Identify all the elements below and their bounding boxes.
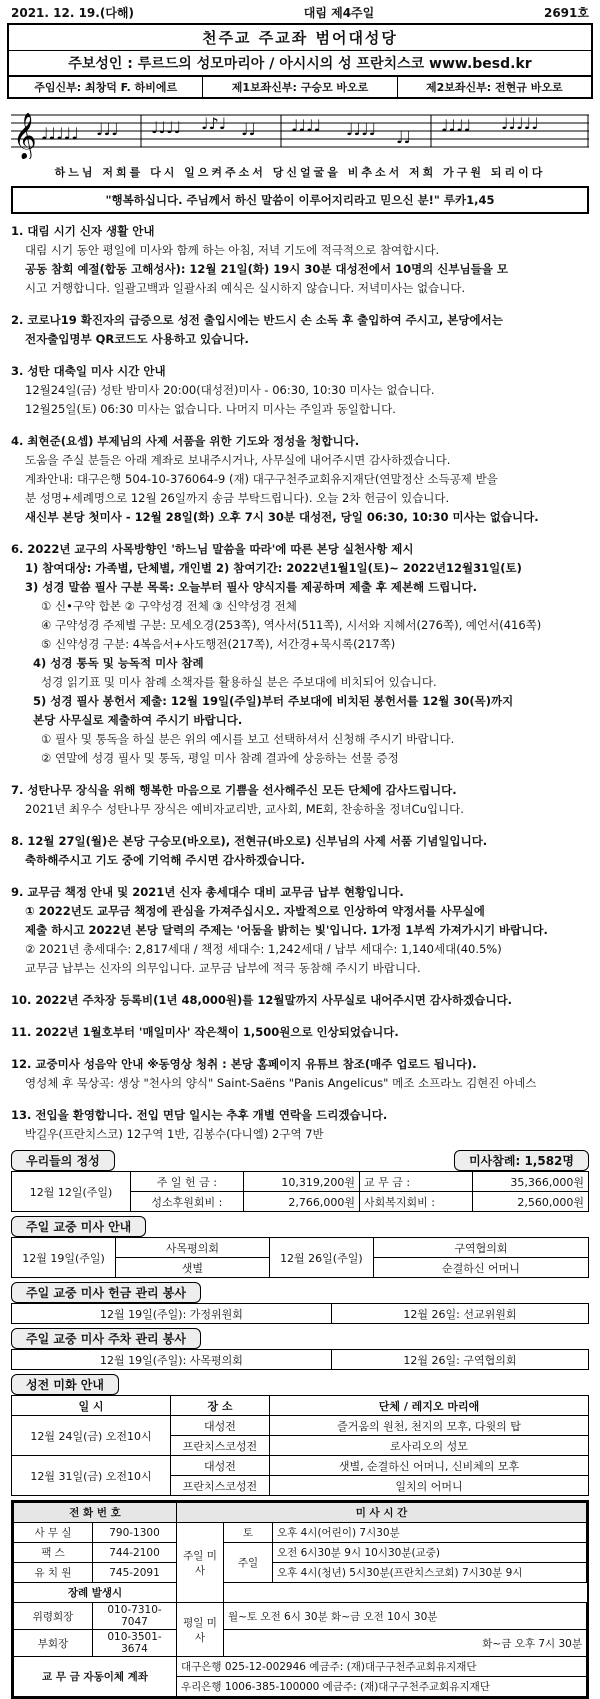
title-box: [7, 23, 593, 77]
cathedral-name: 천주교 주교좌 범어대성당: [9, 25, 591, 51]
offering-section: [11, 1150, 589, 1212]
assistant-priest-1: 제1보좌신부: 구승모 바오로: [203, 77, 397, 97]
cash-service-section: [11, 1282, 589, 1324]
svg-text:♩♩♩♩♩: ♩♩♩♩♩: [501, 114, 539, 133]
svg-text:♩♩: ♩♩: [241, 120, 257, 139]
issue-number: 2691호: [543, 6, 589, 20]
cash-service-title: 주일 교중 미사 헌금 관리 봉사: [11, 1282, 201, 1303]
contact-table: 전 화 번 호 미 사 시 간 사 무 실 790-1300 주일 미사 토 오후 4시(어린이) 7시30분 팩 스 744-2100 주일 오전 6시30분 9시 10시30분(교중) 유 치 원 745-2091 오후 4시(청년) 5시30분(프란치스코회) 7시30분 9시 장례 발생시 위령회장 010-7310-7047 평일 미사 월~토 오전 6시 30분 화~금 오전 10시 30분 부회장 010-3501-3674 화~금 오후 7시 30분 교 무 금 자동이체 계좌 대구은행 025-12-002946 예금주: (재)대구구천주교회유지재단 우리은행 1006-385-100000 예금주: (재)대구구천주교회유지재단: [13, 1502, 587, 1697]
notice-3: 3. 성탄 대축일 미사 시간 안내 12월24일(금) 성탄 밤미사 20:00(대성전)미사 - 06:30, 10:30 미사는 없습니다. 12월25일(토) 06:30 미사는 없습니다. 나머지 미사는 주일과 동일합니다.: [11, 364, 435, 416]
notice-1: 1. 대림 시기 신자 생활 안내 대림 시기 동안 평일에 미사와 함께 하는 아침, 저녁 기도에 적극적으로 참여합시다. 공동 참회 예절(합동 고해성사): 12월 21일(화) 19시 30분 대성전에서 10명의 신부님들을 모 시고 거행합니다. 일괄고백과 일괄사죄 예식은 실시하지 않습니다. 저녁미사는 없습니다.: [11, 224, 508, 295]
svg-text:♩♩♩: ♩♩♩: [96, 120, 119, 139]
notice-10: 10. 2022년 주차장 등록비(1년 48,000원)를 12월말까지 사무실로 내어주시면 감사하겠습니다.: [11, 993, 512, 1007]
pastor: 주임신부: 최창덕 F. 하비에르: [9, 77, 203, 97]
offering-table: 12월 12일(주일) 주 일 헌 금 : 10,319,200원 교 무 금 : 35,366,000원 성소후원회비 : 2,766,000원 사회복지회비 : 2,560,000원: [11, 1171, 589, 1212]
parking-service-title: 주일 교중 미사 주차 관리 봉사: [11, 1328, 201, 1349]
mass-guide-title: 주일 교중 미사 안내: [11, 1216, 146, 1237]
notice-7: 7. 성탄나무 장식을 위해 행복한 마음으로 기쁨을 선사해주신 모든 단체에 감사드립니다. 2021년 최우수 성탄나무 장식은 예비자교리반, 교사회, ME회, 찬송하올 정녀Cu입니다.: [11, 783, 464, 816]
parking-service-section: [11, 1328, 589, 1370]
svg-text:♩♩♩♩♩: ♩♩♩♩♩: [41, 124, 79, 143]
treble-clef-icon: 𝄞: [13, 113, 37, 159]
notice-12: 12. 교중미사 성음악 안내 ※동영상 청취 : 본당 홈페이지 유튜브 참조(매주 업로드 됩니다). 영성체 후 묵상곡: 생상 "천사의 양식" Saint-Saëns "Panis Angelicus" 메조 소프라노 김현진 아네스: [11, 1057, 537, 1090]
cash-service-table: 12월 19일(주일): 가정위원회 12월 26일: 선교위원회: [11, 1303, 589, 1324]
svg-text:♩♩: ♩♩: [396, 128, 412, 147]
cleaning-table: 일 시 장 소 단체 / 레지오 마리애 12월 24일(금) 오전10시 대성전 즐거움의 원천, 천지의 모후, 다윗의 탑 프란치스코성전 로사리오의 성모 12월 31일(금) 오전10시 대성전 샛별, 순결하신 어머니, 신비체의 모후 프란치스코성전 일치의 어머니: [11, 1395, 589, 1496]
parking-service-table: 12월 19일(주일): 사목평의회 12월 26일: 구역협의회: [11, 1349, 589, 1370]
assistant-priest-2: 제2보좌신부: 전현규 바오로: [426, 81, 563, 94]
cleaning-section: [11, 1374, 589, 1496]
music-staff: [11, 105, 589, 159]
mass-guide-table: 12월 19일(주일) 사목평의회 12월 26일(주일) 구역협의회 샛별 순결하신 어머니: [11, 1237, 589, 1278]
notice-4: 4. 최현준(요셉) 부제님의 사제 서품을 위한 기도와 정성을 청합니다. 도움을 주실 분들은 아래 계좌로 보내주시거나, 사무실에 내어주시면 감사하겠습니다. 계좌안내: 대구은행 504-10-376064-9 (재) 대구구천주교회유지재단(연말정산 소득공제 받을 분 성명+세례명으로 12월 26일까지 송금 부탁드립니다). 오늘 2차 헌금이 있습니다. 새신부 본당 첫미사 - 12월 28일(화) 오후 7시 30분 대성전, 당일 06:30, 10:30 미사는 없습니다.: [11, 434, 539, 524]
bulletin-date: 2021. 12. 19.(다해): [11, 6, 134, 20]
patron-saints: 주보성인 : 루르드의 성모마리아 / 아시시의 성 프란치스코 www.besd.kr: [68, 56, 532, 72]
notice-8: 8. 12월 27일(월)은 본당 구승모(바오로), 전현규(바오로) 신부님의 사제 서품 기념일입니다. 축하해주시고 기도 중에 기억해 주시면 감사하겠습니다.: [11, 834, 488, 867]
song-lyrics: 하느님 저희를 다시 일으켜주소서 당신얼굴을 비추소서 저희 가구원 되리이다: [54, 166, 546, 179]
notice-6: 6. 2022년 교구의 사목방향인 '하느님 말씀을 따라'에 따른 본당 실천사항 제시 1) 참여대상: 가족별, 단체별, 개인별 2) 참여기간: 2022년1월1일(토)~ 2022년12월31일(토) 3) 성경 말씀 필사 구분 목록: 오늘부터 필사 양식지를 제공하며 제출 후 제본해 드립니다. ① 신•구약 합본 ② 구약성경 전체 ③ 신약성경 전체 ④ 구약성경 주제별 구분: 모세오경(253쪽), 역사서(511쪽), 시서와 지혜서(276쪽), 예언서(416쪽) ⑤ 신약성경 구분: 4복음서+사도행전(217쪽), 서간경+묵시록(217쪽) 4) 성경 통독 및 능독적 미사 참례 성경 읽기표 및 미사 참례 소책자를 활용하실 분은 주보대에 비치되어 있습니다. 5) 성경 필사 봉헌서 제출: 12월 19일(주일)부터 주보대에 비치된 봉헌서를 12월 30(목)까지 본당 사무실로 제출하여 주시기 바랍니다. ① 필사 및 통독을 하실 분은 위의 예시를 보고 선택하셔서 신청해 주시기 바랍니다. ② 연말에 성경 필사 및 통독, 평일 미사 참례 결과에 상응하는 선물 증정: [11, 542, 542, 765]
gospel-quote: "행복하십니다. 주님께서 하신 말씀이 이루어지리라고 믿으신 분!" 루카1,45: [11, 186, 589, 214]
notice-13: 13. 전입을 환영합니다. 전입 면담 일시는 추후 개별 연락을 드리겠습니다. 박길우(프란치스코) 12구역 1반, 김봉수(다니엘) 2구역 7반: [11, 1108, 388, 1141]
contact-section: [11, 1500, 589, 1699]
svg-text:♩♩♩♩: ♩♩♩♩: [291, 116, 322, 135]
svg-text:♩♪♩: ♩♪♩: [201, 114, 227, 133]
mass-guide-section: [11, 1216, 589, 1278]
header: [7, 0, 593, 23]
priests-row: [7, 77, 593, 99]
notice-9: 9. 교무금 책정 안내 및 2021년 신자 총세대수 대비 교무금 납부 현황입니다. ① 2022년도 교무금 책정에 관심을 가져주십시오. 자발적으로 인상하여 약정서를 사무실에 제출 하시고 2022년 본당 달력의 주제는 '어둠을 밝히는 빛'입니다. 1가정 1부씩 가져가시기 바랍니다. ② 2021년 총세대수: 2,817세대 / 책정 세대수: 1,242세대 / 납부 세대수: 1,140세대(40.5%) 교무금 납부는 신자의 의무입니다. 교무금 납부에 적극 동참해 주시기 바랍니다.: [11, 885, 548, 975]
svg-text:♩♩♩♩: ♩♩♩♩: [151, 118, 182, 137]
notice-11: 11. 2022년 1월호부터 '매일미사' 작은책이 1,500원으로 인상되었습니다.: [11, 1025, 399, 1039]
notice-2: 2. 코로나19 확진자의 급증으로 성전 출입시에는 반드시 손 소독 후 출입하여 주시고, 본당에서는 전자출입명부 QR코드도 사용하고 있습니다.: [11, 313, 503, 346]
cleaning-title: 성전 미화 안내: [11, 1374, 119, 1395]
svg-text:♩♩♩♩: ♩♩♩♩: [441, 116, 472, 135]
liturgical-week: 대림 제4주일: [303, 6, 375, 20]
svg-text:♩♩♩♩: ♩♩♩♩: [346, 120, 377, 139]
mass-attendance: 미사참례: 1,582명: [454, 1150, 589, 1171]
offering-title: 우리들의 정성: [11, 1150, 115, 1171]
